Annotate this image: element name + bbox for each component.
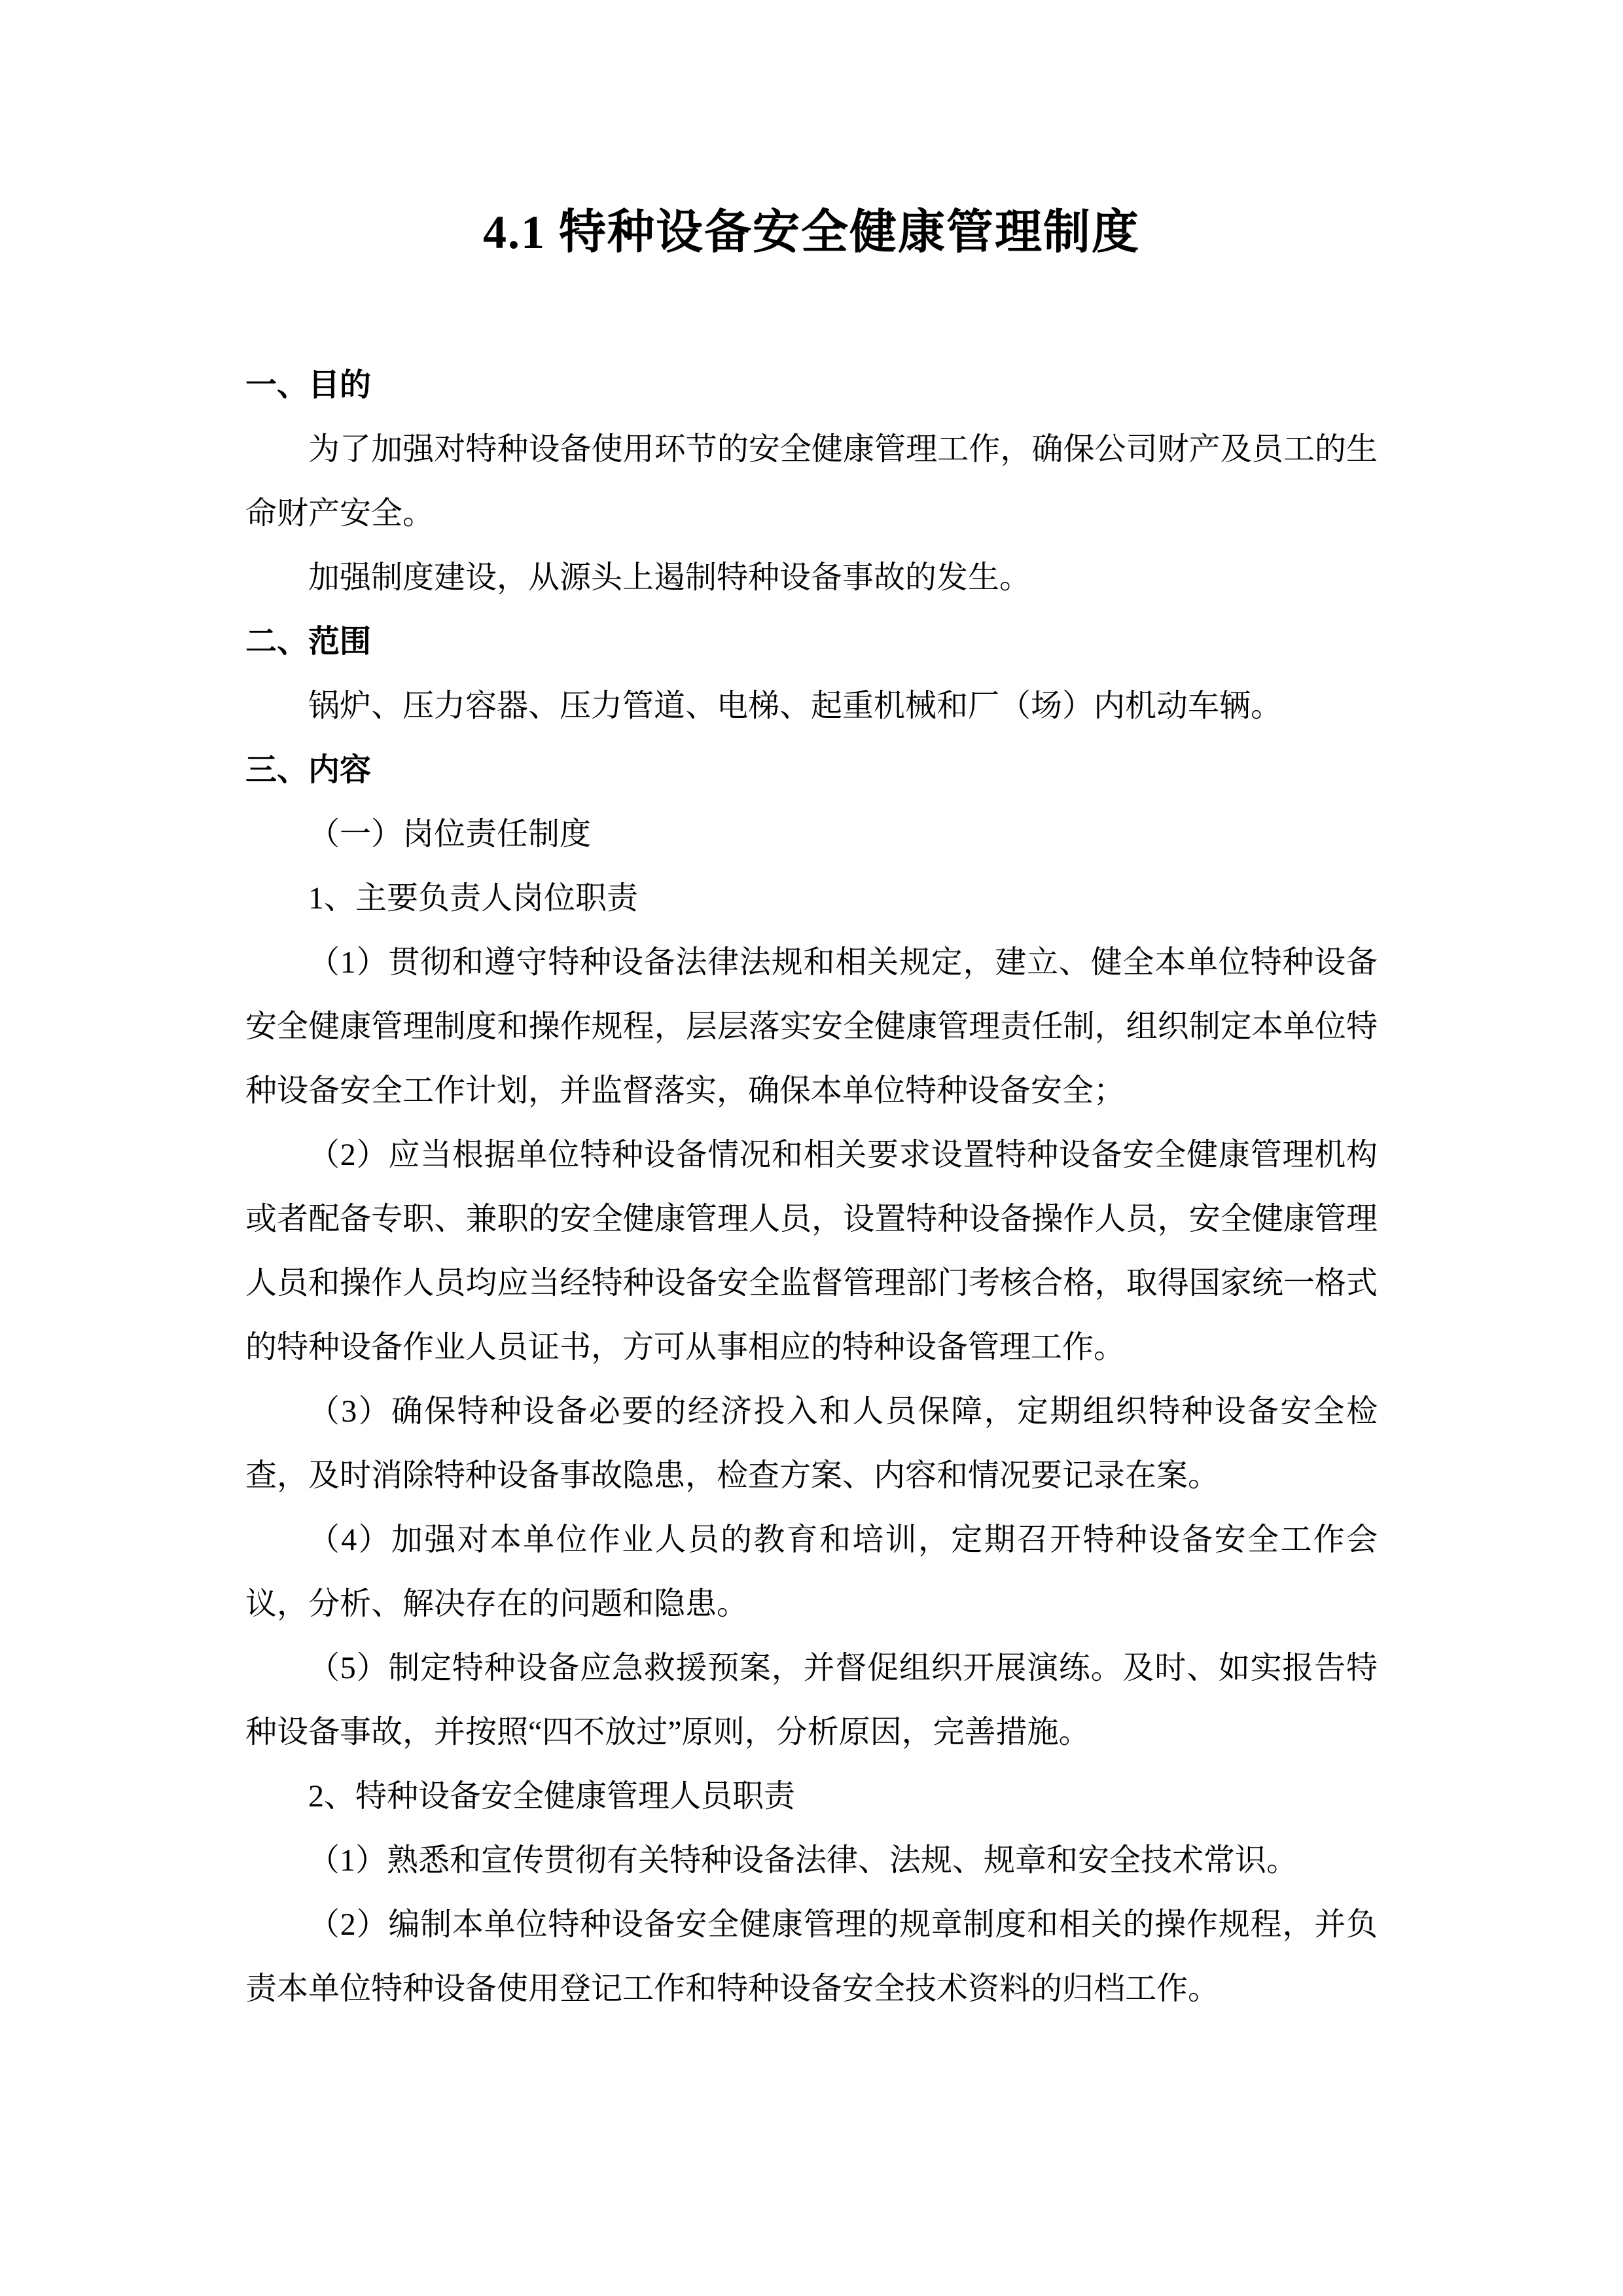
document-body <box>245 353 1378 2021</box>
doc-paragraph: 2、特种设备安全健康管理人员职责 <box>308 1779 796 1814</box>
doc-paragraph: 锅炉、压力容器、压力管道、电梯、起重机械和厂（场）内机动车辆。 <box>308 689 1283 723</box>
document-title: 4.1 特种设备安全健康管理制度 <box>482 206 1140 259</box>
doc-heading: 一、目的 <box>245 368 372 403</box>
doc-paragraph: （1）贯彻和遵守特种设备法律法规和相关规定，建立、健全本单位特种设备安全健康管理制度和操作规程，层层落实安全健康管理责任制，组织制定本单位特种设备安全工作计划，并监督落实，确保本单位特种设备安全； <box>245 945 1378 1108</box>
doc-paragraph: （3）确保特种设备必要的经济投入和人员保障，定期组织特种设备安全检查，及时消除特种设备事故隐患，检查方案、内容和情况要记录在案。 <box>245 1394 1378 1493</box>
doc-paragraph: 为了加强对特种设备使用环节的安全健康管理工作，确保公司财产及员工的生命财产安全。 <box>245 432 1378 531</box>
doc-paragraph: （5）制定特种设备应急救援预案，并督促组织开展演练。及时、如实报告特种设备事故，并按照“四不放过”原则，分析原因，完善措施。 <box>245 1651 1378 1749</box>
doc-heading: 三、内容 <box>245 753 372 787</box>
doc-heading: 二、范围 <box>245 624 372 659</box>
doc-paragraph: （2）编制本单位特种设备安全健康管理的规章制度和相关的操作规程，并负责本单位特种设备使用登记工作和特种设备安全技术资料的归档工作。 <box>245 1907 1378 2006</box>
doc-paragraph: 1、主要负责人岗位职责 <box>308 881 639 916</box>
doc-paragraph: （一）岗位责任制度 <box>308 817 592 852</box>
doc-paragraph: （2）应当根据单位特种设备情况和相关要求设置特种设备安全健康管理机构或者配备专职、兼职的安全健康管理人员，设置特种设备操作人员，安全健康管理人员和操作人员均应当经特种设备安全监督管理部门考核合格，取得国家统一格式的特种设备作业人员证书，方可从事相应的特种设备管理工作。 <box>245 1138 1378 1365</box>
doc-paragraph: （1）熟悉和宣传贯彻有关特种设备法律、法规、规章和安全技术常识。 <box>308 1843 1298 1878</box>
doc-paragraph: 加强制度建设，从源头上遏制特种设备事故的发生。 <box>308 560 1031 595</box>
doc-paragraph: （4）加强对本单位作业人员的教育和培训，定期召开特种设备安全工作会议，分析、解决存在的问题和隐患。 <box>245 1522 1378 1621</box>
